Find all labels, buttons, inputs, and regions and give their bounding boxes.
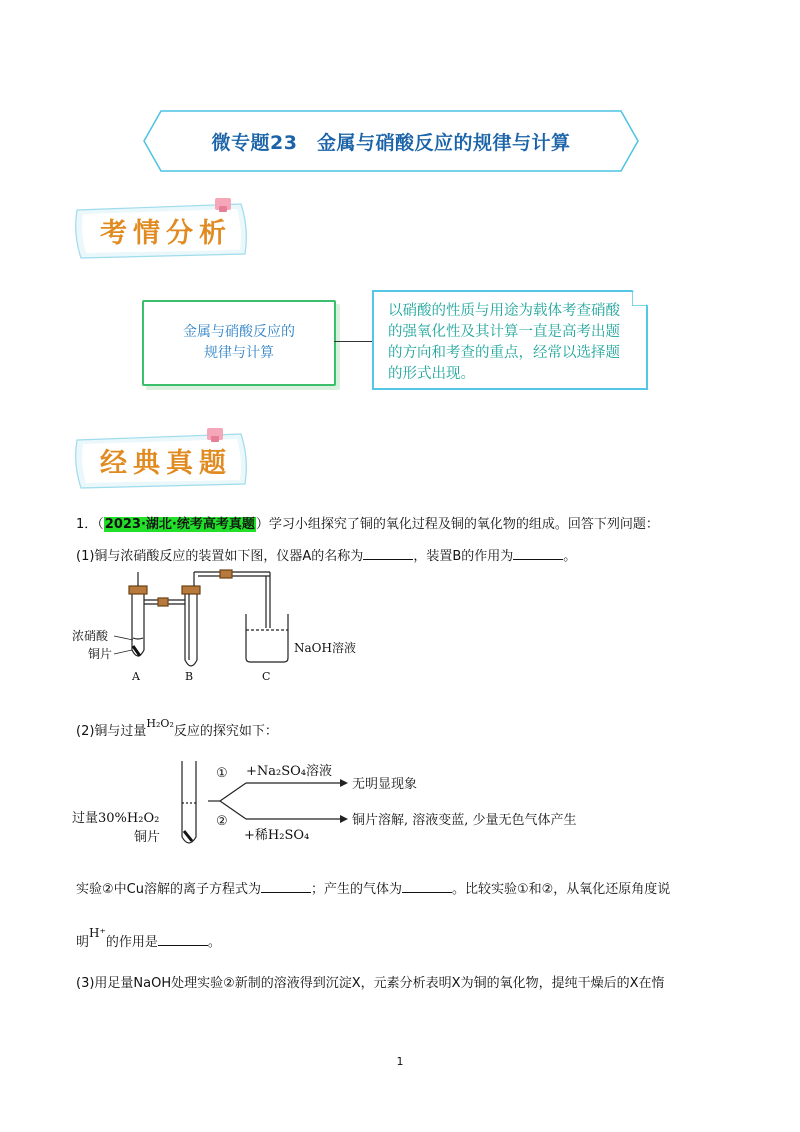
answer-blank[interactable]: [513, 547, 563, 560]
answer-blank[interactable]: [363, 547, 413, 560]
branch-1-result: 无明显现象: [352, 777, 418, 792]
question-stem-line: 1．（2023·湖北·统考高考真题）学习小组探究了铜的氧化过程及铜的氧化物的组成。回答下列问题：: [76, 517, 659, 532]
desc-line: 的形式出现。: [388, 366, 475, 382]
label-copper: 铜片: [88, 647, 113, 661]
branch-1-number: ①: [216, 766, 228, 781]
sub-question-2-text-cont: 明H⁺的作用是 。: [76, 926, 221, 950]
topic-line-1: 金属与硝酸反应的: [183, 324, 295, 340]
answer-blank[interactable]: [158, 933, 208, 946]
connector-line: [334, 341, 372, 342]
desc-line: 的强氧化性及其计算一直是高考出题: [388, 324, 620, 340]
branch-2-number: ②: [216, 814, 228, 829]
branch-1-reagent: +Na₂SO₄溶液: [246, 764, 333, 779]
question-number: 1．: [76, 517, 98, 532]
label-acid: 浓硝酸: [72, 629, 109, 643]
desc-line: 以硝酸的性质与用途为载体考查硝酸: [388, 303, 620, 319]
section-tag-exam: 经典真题: [100, 448, 232, 479]
sub-question-2-text: 实验②中Cu溶解的离子方程式为 ；产生的气体为 。比较实验①和②，从氧化还原角度说: [76, 882, 671, 897]
section-tag-analysis: 考情分析: [100, 218, 232, 249]
desc-line: 的方向和考查的重点，经常以选择题: [388, 345, 620, 361]
topic-box: [142, 300, 336, 386]
formula-h2o2: H₂O₂: [146, 717, 174, 730]
analysis-description-box: [372, 290, 648, 390]
answer-blank[interactable]: [402, 880, 452, 893]
topic-line-2: 规律与计算: [204, 345, 274, 361]
branch-2-reagent: +稀H₂SO₄: [244, 828, 310, 843]
source-badge: 2023·湖北·统考高考真题: [104, 517, 255, 532]
experiment-diagram: [70, 755, 650, 855]
sub-question-1: (1)铜与浓硝酸反应的装置如下图，仪器A的名称为 ，装置B的作用为 。: [76, 549, 577, 564]
sub-question-2: (2)铜与过量$^{H_2O_2}$反应的探究如下：: [76, 717, 278, 739]
question-stem: 学习小组探究了铜的氧化过程及铜的氧化物的组成。回答下列问题：: [268, 517, 659, 532]
sub-question-3: (3)用足量NaOH处理实验②新制的溶液得到沉淀X，元素分析表明X为铜的氧化物，提纯干燥后的X在惰: [76, 976, 665, 991]
page-title: 微专题23 金属与硝酸反应的规律与计算: [211, 131, 571, 154]
apparatus-diagram: [70, 568, 390, 688]
page-number: 1: [396, 1055, 404, 1068]
label-b: B: [185, 670, 194, 683]
branch-2-result: 铜片溶解, 溶液变蓝, 少量无色气体产生: [352, 813, 577, 828]
formula-h-plus: H⁺: [89, 926, 106, 940]
label-h2o2: 过量30%H₂O₂: [72, 811, 160, 826]
label-copper: 铜片: [134, 830, 161, 845]
folded-corner-icon: [632, 290, 648, 306]
label-naoh: NaOH溶液: [294, 641, 356, 655]
label-c: C: [262, 670, 271, 683]
label-a: A: [132, 670, 140, 683]
answer-blank[interactable]: [261, 880, 311, 893]
